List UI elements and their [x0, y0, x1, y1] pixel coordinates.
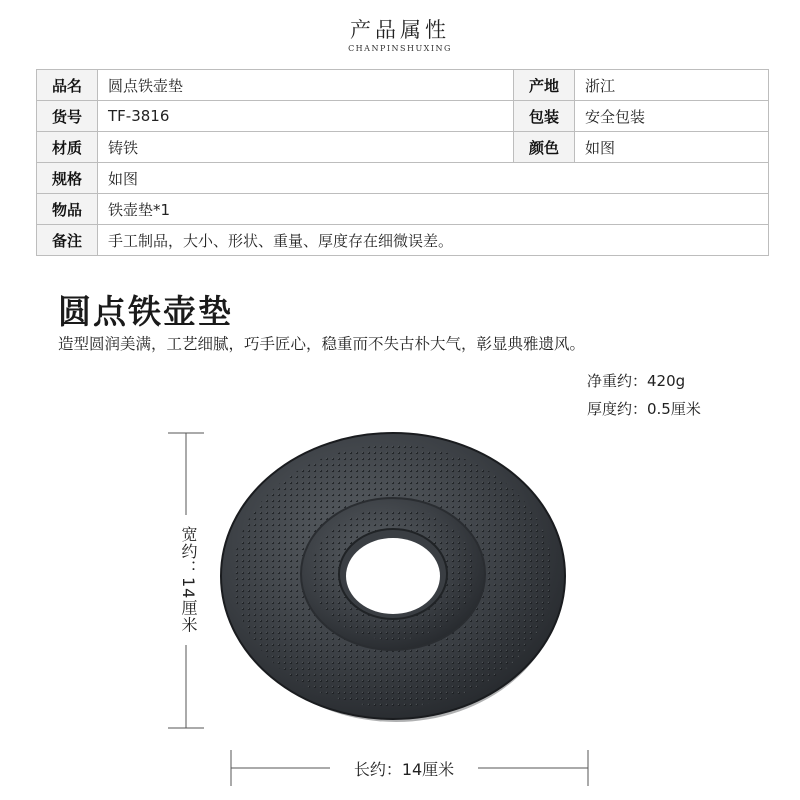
attr-value: 手工制品，大小、形状、重量、厚度存在细微误差。 — [98, 225, 769, 256]
attr-value: 安全包装 — [575, 101, 769, 132]
attr-value: 铁壶垫*1 — [98, 194, 769, 225]
attr-value: 圆点铁壶垫 — [98, 70, 514, 101]
length-label: 长约：14厘米 — [330, 757, 478, 780]
attr-value: 浙江 — [575, 70, 769, 101]
attr-key: 颜色 — [514, 132, 575, 163]
attr-key: 货号 — [37, 101, 98, 132]
attr-key: 规格 — [37, 163, 98, 194]
thickness-spec: 厚度约：0.5厘米 — [587, 400, 701, 418]
section-title: 产品属性 — [350, 18, 450, 42]
attr-key: 品名 — [37, 70, 98, 101]
attr-key: 材质 — [37, 132, 98, 163]
attr-key: 物品 — [37, 194, 98, 225]
attr-value: 如图 — [575, 132, 769, 163]
trivet-center-hole — [346, 538, 440, 614]
attr-value: 如图 — [98, 163, 769, 194]
width-label: 宽约：14厘米 — [172, 515, 200, 645]
section-subtitle: CHANPINSHUXING — [348, 44, 452, 53]
attr-key: 包装 — [514, 101, 575, 132]
attr-key: 备注 — [37, 225, 98, 256]
attr-key: 产地 — [514, 70, 575, 101]
attr-value: 铸铁 — [98, 132, 514, 163]
attr-value: TF-3816 — [98, 101, 514, 132]
weight-spec: 净重约：420g — [587, 372, 686, 390]
product-title: 圆点铁壶垫 — [58, 292, 233, 331]
product-description: 造型圆润美满，工艺细腻，巧手匠心，稳重而不失古朴大气，彰显典雅遗风。 — [58, 335, 586, 353]
